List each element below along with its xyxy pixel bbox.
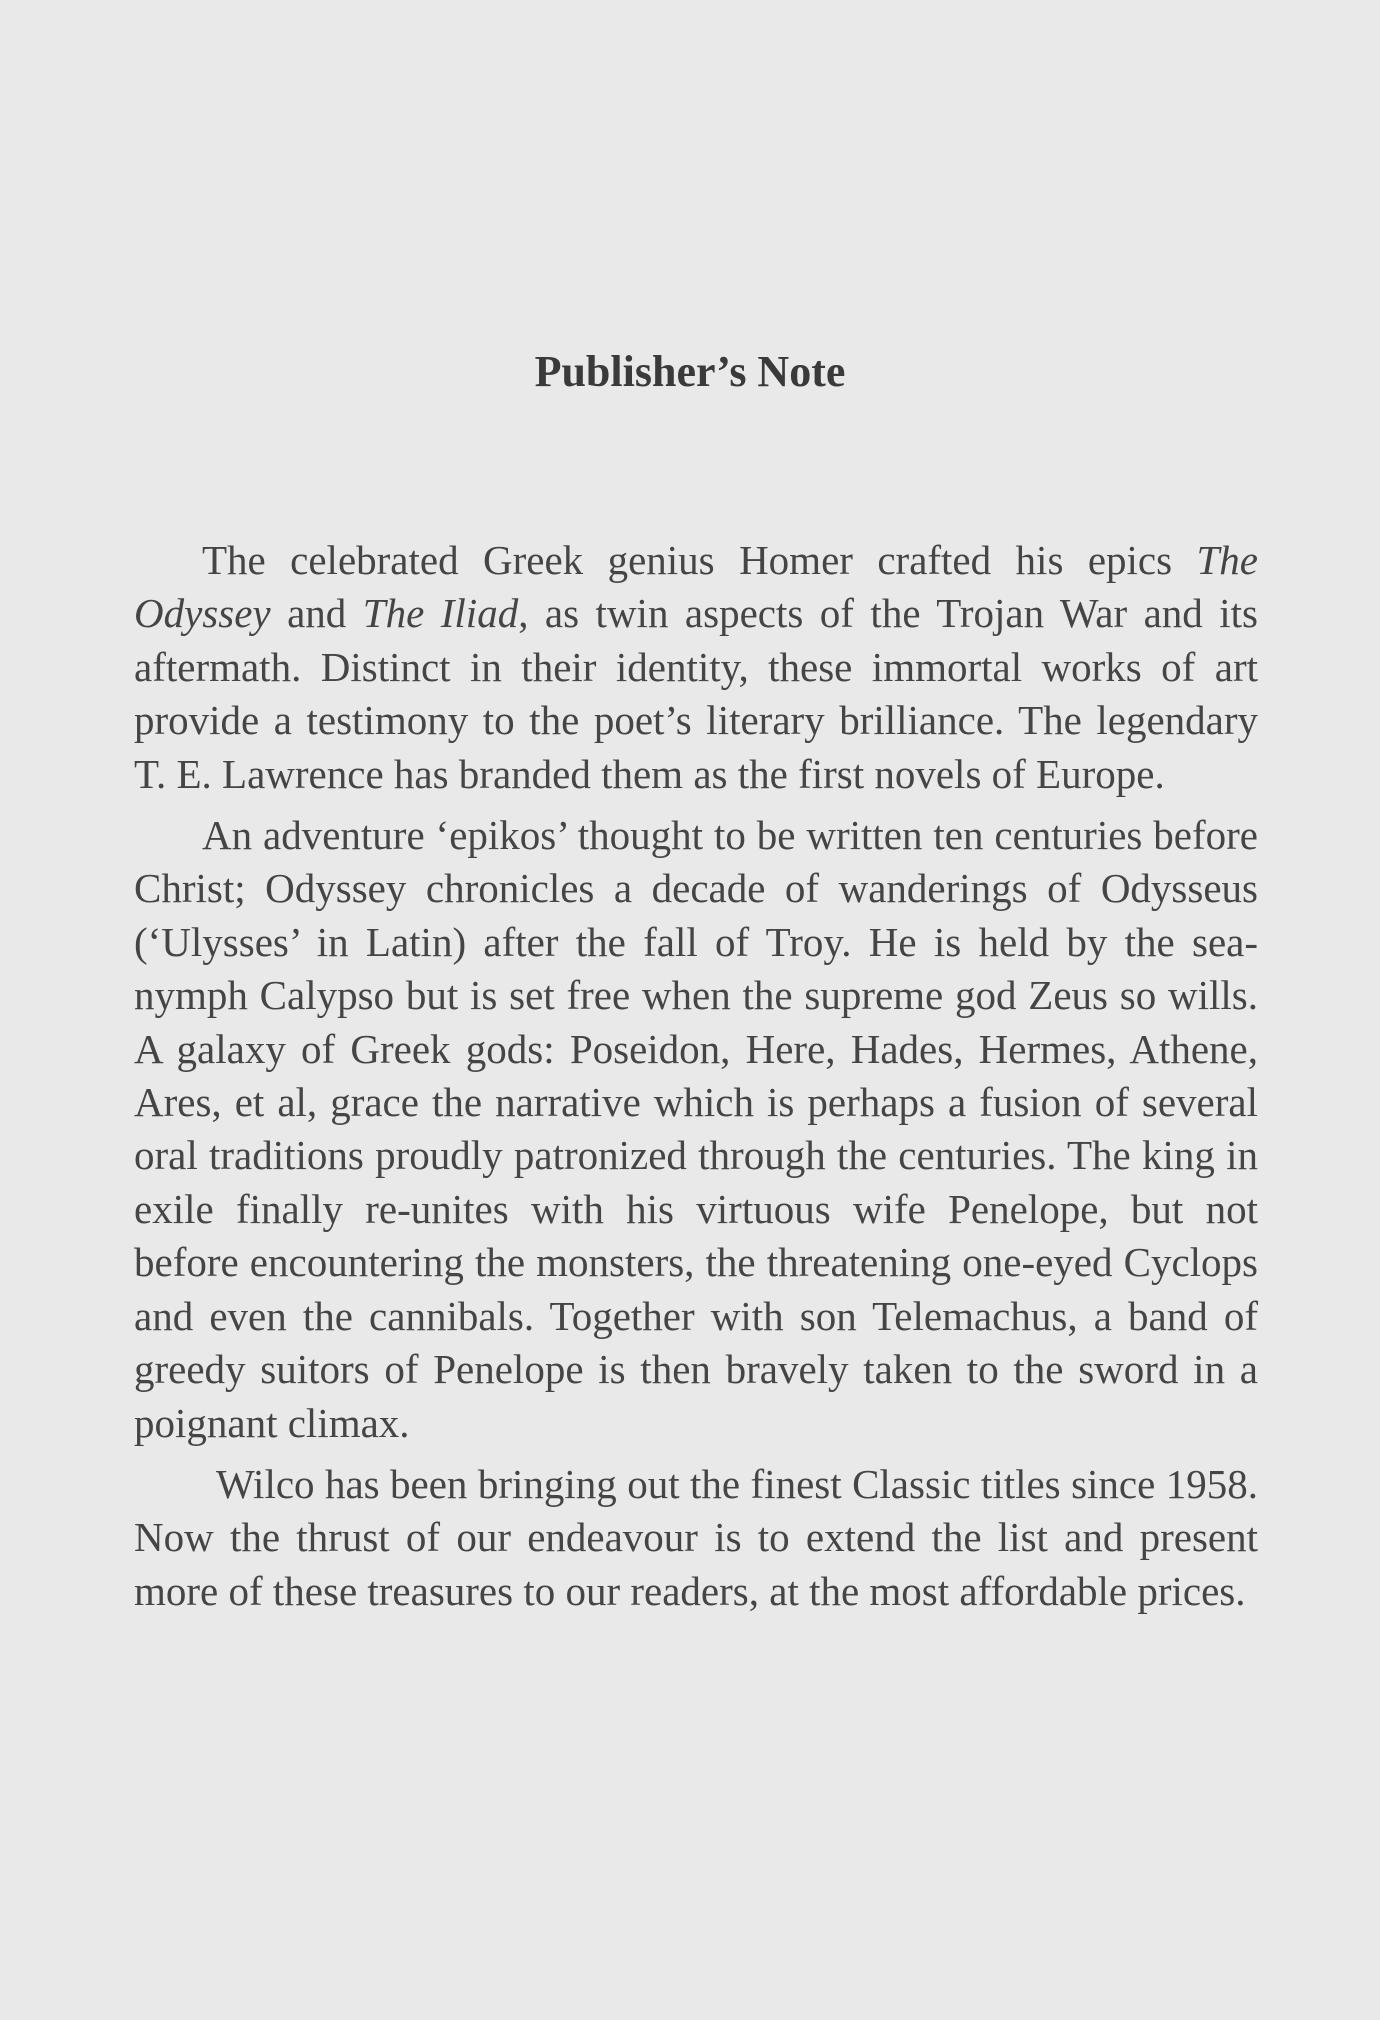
paragraph-publisher bbox=[134, 1458, 1258, 1618]
paragraph-summary bbox=[134, 809, 1258, 1450]
text-segment: Wilco has been bringing out the finest Classic titles since 1958. Now the thrust of our endeavour is to extend the list and present more of these treasures to our readers, at the most affordable prices. bbox=[134, 1460, 1258, 1614]
text-segment: The celebrated Greek genius Homer crafted his epics bbox=[202, 537, 1197, 583]
page-title: Publisher’s Note bbox=[534, 347, 846, 396]
text-segment: , as twin aspects of the Trojan War and its aftermath. Distinct in their identity, these immortal works of art provide a testimony to the poet’s literary brilliance. The legendary T. E. Lawrence has branded them as the first novels of Europe. bbox=[134, 590, 1259, 797]
text-segment: An adventure ‘epikos’ thought to be written ten centuries before Christ; Odyssey chronicles a decade of wanderings of Odysseus (‘Ulysses’ in Latin) after the fall of Troy. He is held by the sea-nymph Calypso but is set free when the supreme god Zeus so wills. A galaxy of Greek gods: Poseidon, Here, Hades, Hermes, Athene, Ares, et al, grace the narrative which is perhaps a fusion of several oral traditions proudly patronized through the centuries. The king in exile finally re-unites with his virtuous wife Penelope, but not before encountering the monsters, the threatening one-eyed Cyclops and even the cannibals. Together with son Telemachus, a band of greedy suitors of Penelope is then bravely taken to the sword in a poignant climax. bbox=[134, 812, 1258, 1446]
paragraph-intro bbox=[134, 534, 1258, 801]
text-segment: and bbox=[270, 590, 363, 637]
book-title-iliad: The Iliad bbox=[362, 590, 519, 637]
book-title-odyssey: The Odyssey bbox=[134, 537, 1258, 637]
body-text bbox=[134, 534, 1258, 1626]
